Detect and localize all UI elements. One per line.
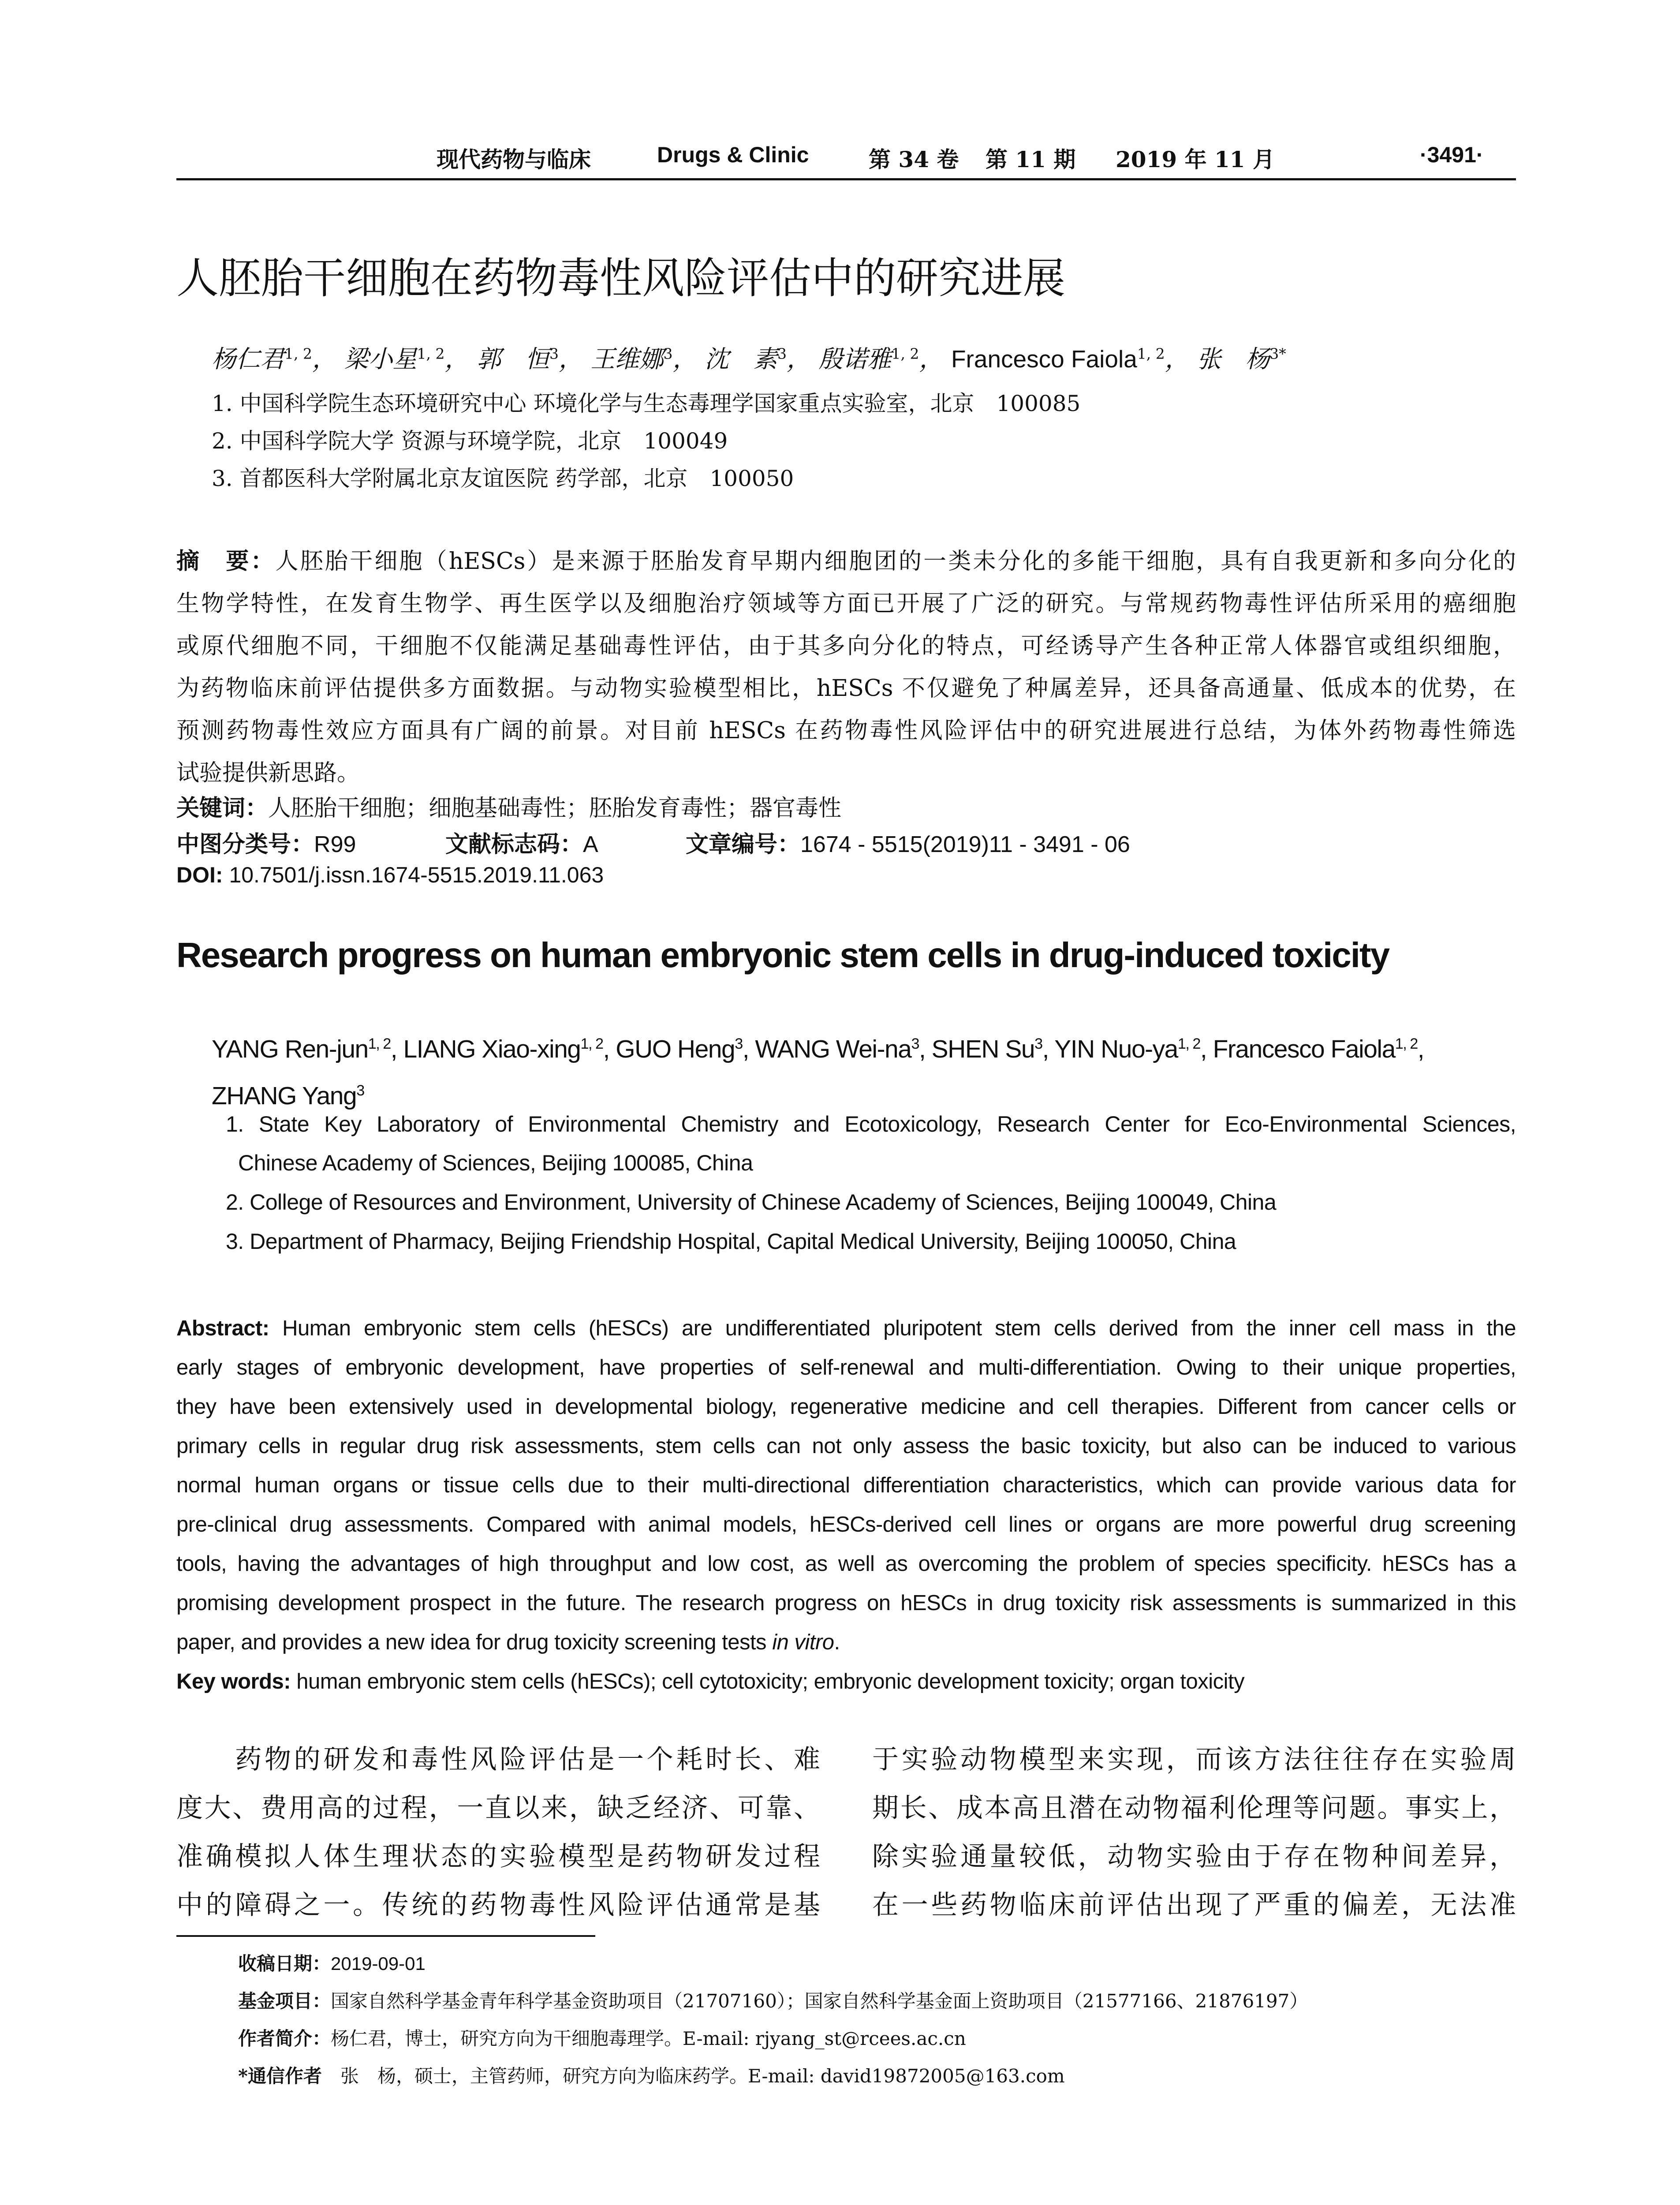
running-header bbox=[176, 142, 1516, 177]
body-line: 准确模拟人体生理状态的实验模型是药物研发过程 bbox=[176, 1841, 820, 1872]
abstract-en-line: paper, and provides a new idea for drug toxicity screening tests in vitro. bbox=[176, 1630, 840, 1654]
footnote-corresponding bbox=[238, 2062, 1065, 2088]
author-en: YIN Nuo-ya bbox=[1054, 1035, 1178, 1063]
pub-date: 2019 年 11 月 bbox=[1116, 146, 1275, 172]
author-sup: 3 bbox=[911, 1035, 919, 1052]
affiliation-en: Chinese Academy of Sciences, Beijing 100085, China bbox=[238, 1151, 753, 1175]
abstract-cn-line: 或原代细胞不同，干细胞不仅能满足基础毒性评估，由于其多向分化的特点，可经诱导产生各种正常人体器官或组织细胞， bbox=[176, 633, 1516, 659]
corr-label: *通信作者 bbox=[238, 2065, 322, 2087]
art-label: 文章编号： bbox=[686, 831, 801, 858]
issue: 第 11 期 bbox=[986, 146, 1076, 172]
author-cn: 王维娜 bbox=[590, 345, 664, 373]
corr-text: 张 杨，硕士，主管药师，研究方向为临床药学。E-mail: david19872005@163.com bbox=[321, 2065, 1065, 2087]
art-value: 1674 - 5515(2019)11 - 3491 - 06 bbox=[800, 832, 1130, 857]
keywords-cn bbox=[176, 789, 841, 822]
affiliation-en: 1. State Key Laboratory of Environmental Chemistry and Ecotoxicology, Research Center for Eco-Environmental Sciences, bbox=[226, 1112, 1516, 1136]
authors-cn: 杨仁君$^{1, 2}$， 梁小星$^{1, 2}$， 郭 恒$^3$， 王维娜$^3$， 沈 素$^3$， 殷诺雅$^{1, 2}$， Francesco Faiola$^{1, 2}$， 张 杨$^{3*}$ bbox=[212, 345, 1286, 373]
body-line: 度大、费用高的过程，一直以来，缺乏经济、可靠、 bbox=[176, 1793, 820, 1824]
abstract-en bbox=[176, 1309, 1516, 1701]
keywords-en bbox=[176, 1662, 1516, 1701]
body-line: 除实验通量较低，动物实验由于存在物种间差异， bbox=[872, 1841, 1516, 1872]
author-cn: 郭 恒 bbox=[476, 345, 549, 373]
abstract-en-line: primary cells in regular drug risk assessments, stem cells can not only assess the basic toxicity, but also can be induced to various bbox=[176, 1434, 1516, 1458]
author-sup: 1, 2 bbox=[368, 1035, 391, 1052]
footnote-author bbox=[238, 2024, 966, 2051]
doc-code bbox=[445, 826, 598, 859]
keywords-cn-text: 人胚胎干细胞；细胞基础毒性；胚胎发育毒性；器官毒性 bbox=[268, 795, 842, 822]
affiliation-en: 2. College of Resources and Environment, University of Chinese Academy of Sciences, Beijing 100049, China bbox=[226, 1190, 1277, 1215]
author-en: GUO Heng bbox=[616, 1035, 735, 1063]
body-line: 于实验动物模型来实现，而该方法往往存在实验周 bbox=[872, 1744, 1516, 1775]
doc-label: 文献标志码： bbox=[445, 831, 583, 858]
author-en: SHEN Su bbox=[931, 1035, 1035, 1063]
body-column-left bbox=[176, 1735, 820, 1929]
author-note-label: 作者简介： bbox=[238, 2028, 331, 2049]
abstract-en-label: Abstract: bbox=[176, 1316, 269, 1340]
abstract-en-line: pre-clinical drug assessments. Compared with animal models, hESCs-derived cell lines or organs are more powerful drug screening bbox=[176, 1513, 1516, 1536]
abstract-en-line: Human embryonic stem cells (hESCs) are undifferentiated pluripotent stem cells derived from the inner cell mass in the bbox=[269, 1316, 1516, 1340]
fund-text: 国家自然科学基金青年科学基金资助项目（21707160）；国家自然科学基金面上资助项目（21577166、21876197） bbox=[331, 1990, 1308, 2012]
affiliation-cn: 1. 中国科学院生态环境研究中心 环境化学与生态毒理学国家重点实验室，北京 100085 bbox=[212, 391, 1081, 416]
abstract-cn-line: 人胚胎干细胞（hESCs）是来源于胚胎发育早期内细胞团的一类未分化的多能干细胞，具有自我更新和多向分化的 bbox=[275, 548, 1516, 575]
article-number bbox=[686, 826, 1130, 859]
keywords-cn-label: 关键词： bbox=[176, 795, 269, 822]
author-cn: 张 杨 bbox=[1197, 345, 1270, 373]
author-cn: 梁小星 bbox=[344, 345, 417, 373]
journal-name-en: Drugs & Clinic bbox=[657, 142, 809, 167]
affiliation-cn: 2. 中国科学院大学 资源与环境学院，北京 100049 bbox=[212, 428, 728, 454]
keywords-en-label: Key words: bbox=[176, 1670, 291, 1693]
footnote-received bbox=[238, 1949, 426, 1976]
received-date: 2019-09-01 bbox=[331, 1953, 426, 1974]
abstract-cn-line: 生物学特性，在发育生物学、再生医学以及细胞治疗领域等方面已开展了广泛的研究。与常规药物毒性评估所采用的癌细胞 bbox=[176, 590, 1516, 617]
affiliation-en: 3. Department of Pharmacy, Beijing Friendship Hospital, Capital Medical University, Beijing 100050, China bbox=[226, 1229, 1236, 1254]
author-sup: 3 bbox=[356, 1082, 364, 1099]
author-sup: 1, 2 bbox=[417, 345, 445, 363]
in-vitro-italic: in vitro bbox=[772, 1630, 834, 1654]
abstract-en-line: normal human organs or tissue cells due to their multi-directional differentiation characteristics, which can provide various data for bbox=[176, 1473, 1516, 1497]
received-label: 收稿日期： bbox=[238, 1953, 331, 1974]
body-line: 期长、成本高且潜在动物福利伦理等问题。事实上， bbox=[872, 1793, 1516, 1824]
author-sup: 1, 2 bbox=[1177, 1035, 1200, 1052]
author-en: YANG Ren-jun bbox=[212, 1035, 368, 1063]
author-en: Francesco Faiola bbox=[1213, 1035, 1395, 1063]
page-number: ·3491· bbox=[1420, 142, 1484, 167]
footnote-fund bbox=[238, 1987, 1308, 2013]
body-line: 在一些药物临床前评估出现了严重的偏差，无法准 bbox=[872, 1890, 1516, 1921]
author-sup: 1, 2 bbox=[1137, 345, 1165, 363]
footnote-rule bbox=[176, 1935, 595, 1937]
author-sup: 3* bbox=[1269, 345, 1286, 363]
keywords-en-text: human embryonic stem cells (hESCs); cell cytotoxicity; embryonic development toxicity; organ toxicity bbox=[291, 1670, 1245, 1693]
abstract-cn-line: 试验提供新思路。 bbox=[176, 760, 360, 786]
abstract-en-line: early stages of embryonic development, have properties of self-renewal and multi-differentiation. Owing to their unique properties, bbox=[176, 1356, 1516, 1379]
author-en: LIANG Xiao-xing bbox=[403, 1035, 581, 1063]
abstract-en-line: promising development prospect in the future. The research progress on hESCs in drug toxicity risk assessments is summarized in this bbox=[176, 1591, 1516, 1615]
author-sup: 1, 2 bbox=[580, 1035, 603, 1052]
author-sup: 3 bbox=[735, 1035, 743, 1052]
body-column-right bbox=[872, 1735, 1516, 1929]
title-cn: 人胚胎干细胞在药物毒性风险评估中的研究进展 bbox=[176, 254, 1065, 303]
header-rule bbox=[176, 178, 1516, 180]
author-cn: 杨仁君 bbox=[212, 345, 285, 373]
abstract-en-line: they have been extensively used in developmental biology, regenerative medicine and cell therapies. Different from cancer cells or bbox=[176, 1395, 1516, 1419]
author-sup: 3 bbox=[549, 345, 559, 363]
doi-label: DOI: bbox=[176, 863, 223, 887]
body-line: 药物的研发和毒性风险评估是一个耗时长、难 bbox=[176, 1744, 820, 1775]
body-line: 中的障碍之一。传统的药物毒性风险评估通常是基 bbox=[176, 1890, 820, 1921]
abstract-cn bbox=[176, 540, 1516, 794]
journal-name-cn: 现代药物与临床 bbox=[437, 146, 591, 172]
author-note-text: 杨仁君，博士，研究方向为干细胞毒理学。E-mail: rjyang_st@rcees.ac.cn bbox=[331, 2028, 966, 2049]
abstract-cn-line: 预测药物毒性效应方面具有广阔的前景。对目前 hESCs 在药物毒性风险评估中的研究进展进行总结，为体外药物毒性筛选 bbox=[176, 718, 1516, 744]
fund-label: 基金项目： bbox=[238, 1990, 331, 2012]
author-en: WANG Wei-na bbox=[755, 1035, 911, 1063]
author-sup: 1, 2 bbox=[1395, 1035, 1418, 1052]
doi bbox=[176, 862, 604, 888]
volume: 第 34 卷 bbox=[869, 146, 959, 172]
author-sup: 1, 2 bbox=[891, 345, 919, 363]
author-cn: 沈 素 bbox=[704, 345, 777, 373]
abstract-cn-label: 摘 要： bbox=[176, 548, 276, 575]
author-sup: 3 bbox=[663, 345, 673, 363]
affiliation-cn: 3. 首都医科大学附属北京友谊医院 药学部，北京 100050 bbox=[212, 466, 794, 491]
author-en: ZHANG Yang bbox=[212, 1082, 357, 1110]
author-cn: Francesco Faiola bbox=[951, 345, 1137, 373]
clc-value: R99 bbox=[314, 832, 356, 857]
author-sup: 1, 2 bbox=[284, 345, 312, 363]
doi-value: 10.7501/j.issn.1674-5515.2019.11.063 bbox=[223, 863, 604, 887]
title-en: Research progress on human embryonic stem cells in drug-induced toxicity bbox=[176, 935, 1389, 975]
author-cn: 殷诺雅 bbox=[818, 345, 892, 373]
author-sup: 3 bbox=[777, 345, 787, 363]
abstract-cn-line: 为药物临床前评估提供多方面数据。与动物实验模型相比，hESCs 不仅避免了种属差异，还具备高通量、低成本的优势，在 bbox=[176, 675, 1516, 702]
doc-value: A bbox=[583, 832, 598, 857]
clc-label: 中图分类号： bbox=[176, 831, 314, 858]
classification-line bbox=[176, 826, 356, 859]
abstract-en-line: tools, having the advantages of high throughput and low cost, as well as overcoming the problem of species specificity. hESCs has a bbox=[176, 1552, 1516, 1576]
authors-en: YANG Ren-jun$^{1, 2}$, LIANG Xiao-xing$^{1, 2}$, GUO Heng$^3$, WANG Wei-$na^3$, SHEN Su$^3$, YIN Nuo-ya$^{1, 2}$, Francesco Faiola$^{1, 2}$, ZHANG Yang$^3$ bbox=[212, 1035, 1424, 1110]
author-sup: 3 bbox=[1034, 1035, 1042, 1052]
